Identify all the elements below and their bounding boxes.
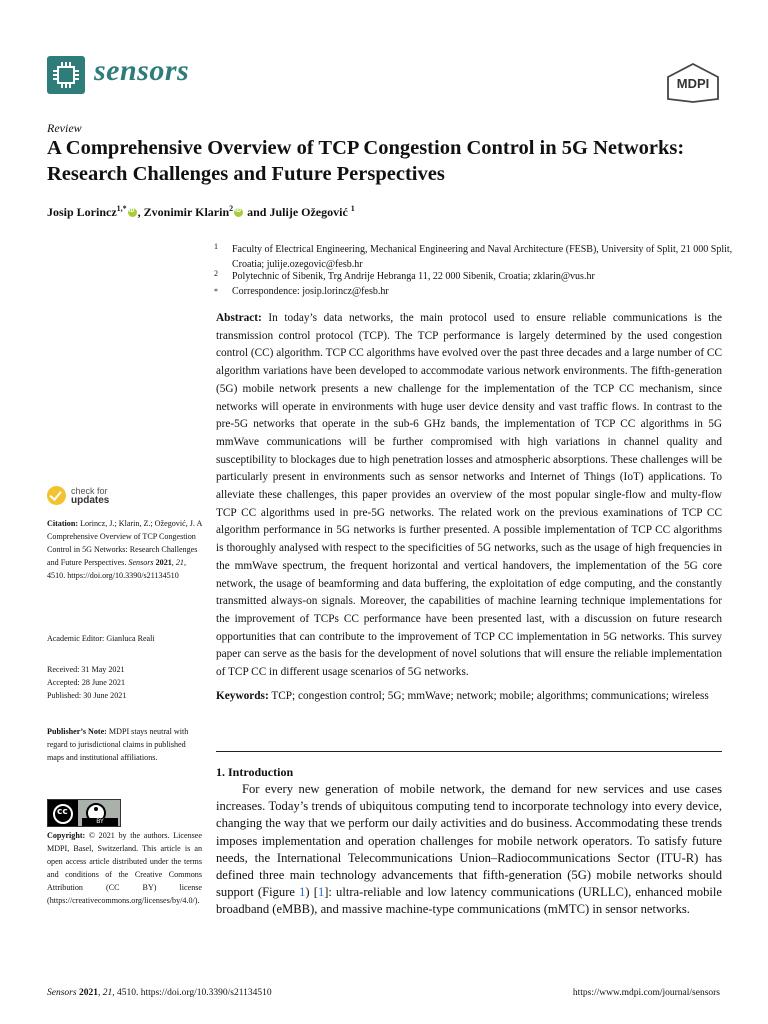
footer-journal-url[interactable]: https://www.mdpi.com/journal/sensors [572,988,720,998]
orcid-icon[interactable] [234,208,243,217]
citation-text: Lorincz, J.; Klarin, Z.; Ožegović, J. A Comprehensive Overview of TCP Congestion Control in 5G Networks: Research Challenges and Future Perspectives. [47,519,202,567]
citation-label: Citation: [47,519,79,528]
published-date: Published: 30 June 2021 [47,691,127,700]
abstract [216,310,722,682]
author-list [47,204,355,220]
copyright-label: Copyright: [47,831,86,840]
journal-name: sensors [94,54,190,87]
intro-text-a: For every new generation of mobile network, the demand for new services and use cases increases. Today’s trends of ubiquitous computing tend to incorporate technology into every device, changing the way that we perform our daily activities and do business. Accommodating these trends imposes implementation and operation challenges for mobile network operators. To satisfy future needs, the International Telecommunications Union–Radiocommunications Sector (ITU-R) has defined three main technology advancements that fifth-generation (5G) mobile networks should support (Figure [216,782,722,900]
citation-year: 2021 [155,558,172,567]
intro-text-b: ) [ [305,885,318,900]
citation-volume: 21 [175,558,184,567]
affiliation-text: Correspondence: josip.lorincz@fesb.hr [232,286,389,297]
footer-journal: Sensors [47,988,77,998]
abstract-label: Abstract: [216,312,262,324]
journal-logo [47,56,85,94]
cc-icon [53,804,73,824]
article-type: Review [47,121,82,135]
checkmark-icon [47,486,66,505]
orcid-icon[interactable] [128,208,137,217]
intro-text-c: ]: ultra-reliable and low latency communications (URLLC), enhanced mobile broadband (eMBB), and massive machine-type communications (mMTC) in sensor networks. [216,885,722,917]
footer-volume: 21 [102,988,113,998]
publisher-note [47,725,202,764]
check-updates-button[interactable] [47,486,157,514]
author-name[interactable]: Zvonimir Klarin [143,205,230,219]
publisher-note-text: MDPI stays neutral with regard to jurisdictional claims in published maps and institutional affiliations. [47,727,189,762]
check-updates-label [71,487,109,505]
keywords-label: Keywords: [216,690,269,702]
footer-citation: Sensors 2021, 21, 4510. https://doi.org/10.3390/s21134510 [47,988,272,998]
footer-doi[interactable]: , 4510. https://doi.org/10.3390/s21134510 [112,988,272,998]
citation-doi[interactable]: , 4510. https://doi.org/10.3390/s21134510 [47,558,186,580]
keywords [216,688,722,706]
article-title: A Comprehensive Overview of TCP Congestion Control in 5G Networks: Research Challenges and Future Perspectives [47,137,685,185]
cc-by-license-icon[interactable] [47,799,121,827]
citation-block: Citation: Lorincz, J.; Klarin, Z.; Ožegović, J. A Comprehensive Overview of TCP Congestion Control in 5G Networks: Research Challenges and Future Perspectives. Sensors 2021, 21, 4510. https://doi.org/10.3390/s21134510 [47,519,202,580]
citation-journal: Sensors [128,558,154,567]
section-divider [216,751,722,752]
author-name[interactable]: Julije Ožegović [269,205,348,219]
accepted-date: Accepted: 28 June 2021 [47,678,125,687]
keywords-text: TCP; congestion control; 5G; mmWave; network; mobile; algorithms; communications; wireless [271,690,709,702]
affiliation-text: Polytechnic of Sibenik, Trg Andrije Hebranga 11, 22 000 Sibenik, Croatia; zklarin@vus.hr [232,271,595,282]
publisher-name: MDPI [676,76,710,91]
author-affiliation-mark: 1 [350,204,355,213]
cc-by-label: BY [82,818,118,826]
copyright-text: © 2021 by the authors. Licensee MDPI, Basel, Switzerland. This article is an open access article distributed under the terms and conditions of the Creative Commons Attribution (CC BY) license (https://creativecommons.org/licenses/by/4.0/). [47,831,202,905]
check-updates-line2: updates [71,495,110,506]
author-affiliation-mark: 2 [229,204,234,213]
author-separator: , [137,205,144,219]
check-updates-line1: check for [71,486,108,496]
dates-block [47,663,202,702]
copyright-block [47,829,202,907]
section-heading: 1. Introduction [216,765,294,779]
publisher-logo [666,63,720,103]
author-affiliation-mark: 1,* [116,204,127,213]
intro-paragraph [216,781,722,919]
affiliation-mark: 2 [214,269,218,278]
publisher-note-label: Publisher’s Note: [47,727,107,736]
affiliation-mark: 1 [214,242,218,251]
citation-link[interactable]: 1 [317,885,325,900]
author-name[interactable]: Josip Lorincz [47,205,117,219]
academic-editor: Academic Editor: Gianluca Reali [47,634,155,643]
affiliation-text: Faculty of Electrical Engineering, Mechanical Engineering and Naval Architecture (FESB), University of Split, 21 000 Split, Croatia; julije.ozegovic@fesb.hr [232,244,733,270]
author-separator: and [244,205,270,219]
abstract-text: In today’s data networks, the main protocol used to ensure reliable communications is the transmission control protocol (TCP). The TCP performance is largely determined by the used congestion control (CC) algorithm. TCP CC algorithms have evolved over the past three decades and a large number of CC algorithm variations have been developed to accommodate various network environments. The fifth-generation (5G) mobile network presents a new challenge for the implementation of the TCP CC mechanism, since networks will operate in environments with huge user device density and vast traffic flows. In contrast to the pre-5G networks that operate in the sub-6 GHz bands, the implementation of TCP CC algorithms in 5G mmWave communications will be further compromised with high variations in channel quality and susceptibility to blockages due to high penetration losses and atmospheric absorptions. These challenges will be particularly present in environments such as sensor networks and Internet of Things (IoT) applications. To alleviate these challenges, this paper provides an overview of the most popular single-flow and multy-flow TCP CC algorithms used in pre-5G networks. The related work on the previous examinations of TCP CC algorithm performance in 5G networks is further presented. A possible implementation of TCP CC algorithms is thoroughly analysed with respect to the specificities of 5G networks, such as the usage of high frequencies in the mmWave spectrum, the frequent horizontal and vertical handovers, the implementation of the 5G core network, the usage of beamforming and data buffering, the exploitation of edge computing, and the constantly transmitted always-on signals. Moreover, the capabilities of machine learning technique implementations for the improvement of TCPs CC performance have been presented last, with a discussion on future research opportunities that can contribute to the improvement of TCP CC implementation in 5G networks. This survey paper can serve as the basis for the development of novel solutions that will ensure the reliable implementation of TCP CC in different usage scenarios of 5G networks. [216,312,723,679]
affiliation-mark: * [214,287,218,296]
received-date: Received: 31 May 2021 [47,665,125,674]
figure-link[interactable]: 1 [299,885,306,900]
footer-year: 2021 [78,988,98,998]
